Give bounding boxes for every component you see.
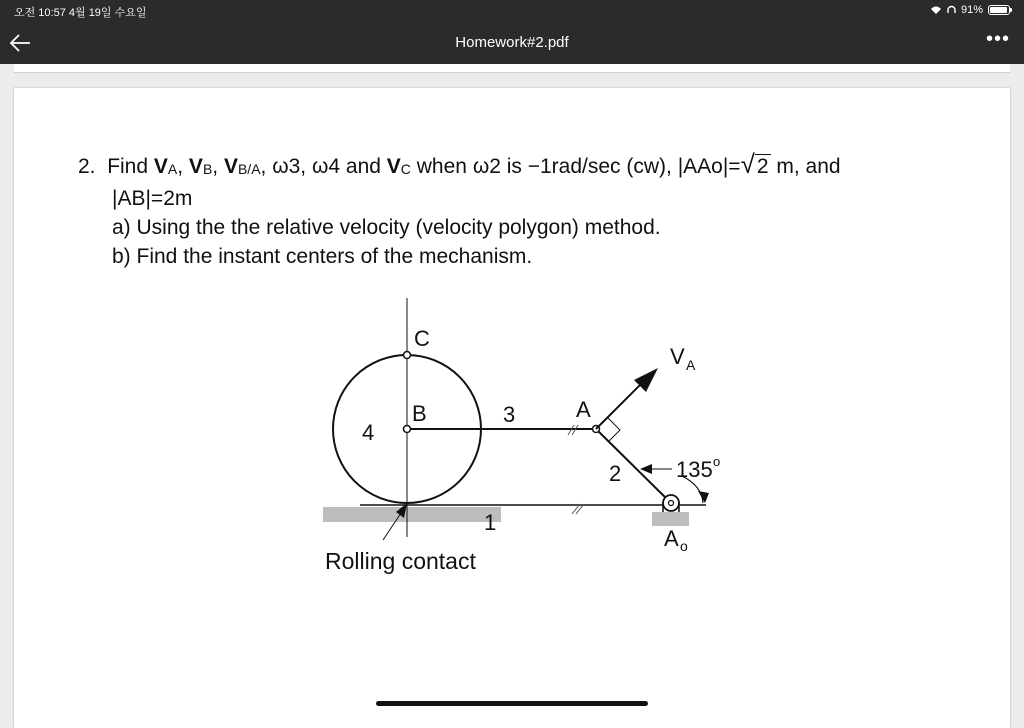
home-indicator[interactable] bbox=[376, 701, 648, 706]
link-2 bbox=[596, 429, 671, 503]
vb-sub: B bbox=[202, 161, 213, 177]
and-word: and bbox=[345, 155, 381, 178]
label-va: V bbox=[670, 344, 685, 369]
status-bar bbox=[0, 0, 1024, 22]
ground-block bbox=[323, 507, 501, 522]
angle-arrow-left-head bbox=[640, 464, 652, 474]
nav-bar bbox=[0, 22, 1024, 64]
omega3: ω3 bbox=[272, 155, 301, 178]
problem-part-a: a) Using the the relative velocity (velocity polygon) method. bbox=[112, 216, 661, 239]
pivot-ground-block bbox=[652, 512, 689, 526]
battery-icon bbox=[988, 5, 1010, 15]
when-word: when bbox=[416, 155, 467, 178]
right-angle-marker bbox=[608, 418, 620, 442]
problem-part-b: b) Find the instant centers of the mechanism. bbox=[112, 245, 533, 268]
omega2-value-text: is −1rad/sec (cw), |AAo|= bbox=[506, 155, 741, 178]
label-2: 2 bbox=[609, 461, 622, 486]
headphones-icon bbox=[947, 5, 956, 15]
label-angle: 135 bbox=[676, 457, 713, 482]
vba-symbol: V bbox=[223, 155, 238, 178]
label-c: C bbox=[414, 326, 430, 351]
more-dots-icon[interactable]: ••• bbox=[985, 28, 1010, 50]
vba-sub: B/A bbox=[237, 161, 261, 177]
label-angle-deg: o bbox=[713, 454, 720, 469]
pivot-ao-center bbox=[669, 501, 674, 506]
document-title: Homework#2.pdf bbox=[455, 34, 569, 51]
va-arrow-line bbox=[596, 380, 645, 429]
vc-symbol: V bbox=[386, 155, 401, 178]
status-right bbox=[930, 4, 1010, 16]
label-ao: A bbox=[664, 526, 679, 551]
omega4: ω4 bbox=[311, 155, 341, 178]
problem-number: 2. bbox=[78, 155, 96, 178]
problem-line-1: 2. Find $V_A$, $V_B$, $V_{B/A}$, ω3, ω4 and $V_C$ when ω2 is −1rad/sec (cw), |AAo|=√2 m, and bbox=[78, 149, 841, 179]
label-1: 1 bbox=[484, 510, 497, 535]
sqrt-radicand: 2 bbox=[756, 155, 769, 178]
omega2: ω2 bbox=[472, 155, 501, 178]
label-ao-sub: o bbox=[680, 538, 688, 554]
sqrt-expression: √2 bbox=[740, 149, 769, 179]
mechanism-figure bbox=[300, 290, 720, 590]
label-4: 4 bbox=[362, 420, 375, 445]
battery-percent: 91% bbox=[960, 4, 983, 16]
m-and-text: m, and bbox=[776, 155, 841, 178]
problem-statement bbox=[78, 150, 958, 271]
vb-symbol: V bbox=[188, 155, 203, 178]
va-sub: A bbox=[167, 161, 178, 177]
previous-page-edge bbox=[14, 64, 1010, 73]
va-symbol: V bbox=[153, 155, 168, 178]
angle-arrow-right-head bbox=[698, 491, 709, 503]
label-b: B bbox=[412, 401, 427, 426]
status-time-date: 오전 10:57 4월 19일 수요일 bbox=[14, 7, 147, 19]
label-3: 3 bbox=[503, 402, 516, 427]
point-b bbox=[404, 426, 411, 433]
problem-line-2: |AB|=2m bbox=[112, 187, 193, 210]
label-va-sub: A bbox=[686, 357, 696, 373]
label-a: A bbox=[576, 397, 591, 422]
vc-sub: C bbox=[400, 161, 411, 177]
rolling-contact-caption: Rolling contact bbox=[325, 548, 476, 574]
point-c bbox=[404, 352, 411, 359]
wifi-icon bbox=[930, 5, 942, 15]
find-word: Find bbox=[107, 155, 149, 178]
